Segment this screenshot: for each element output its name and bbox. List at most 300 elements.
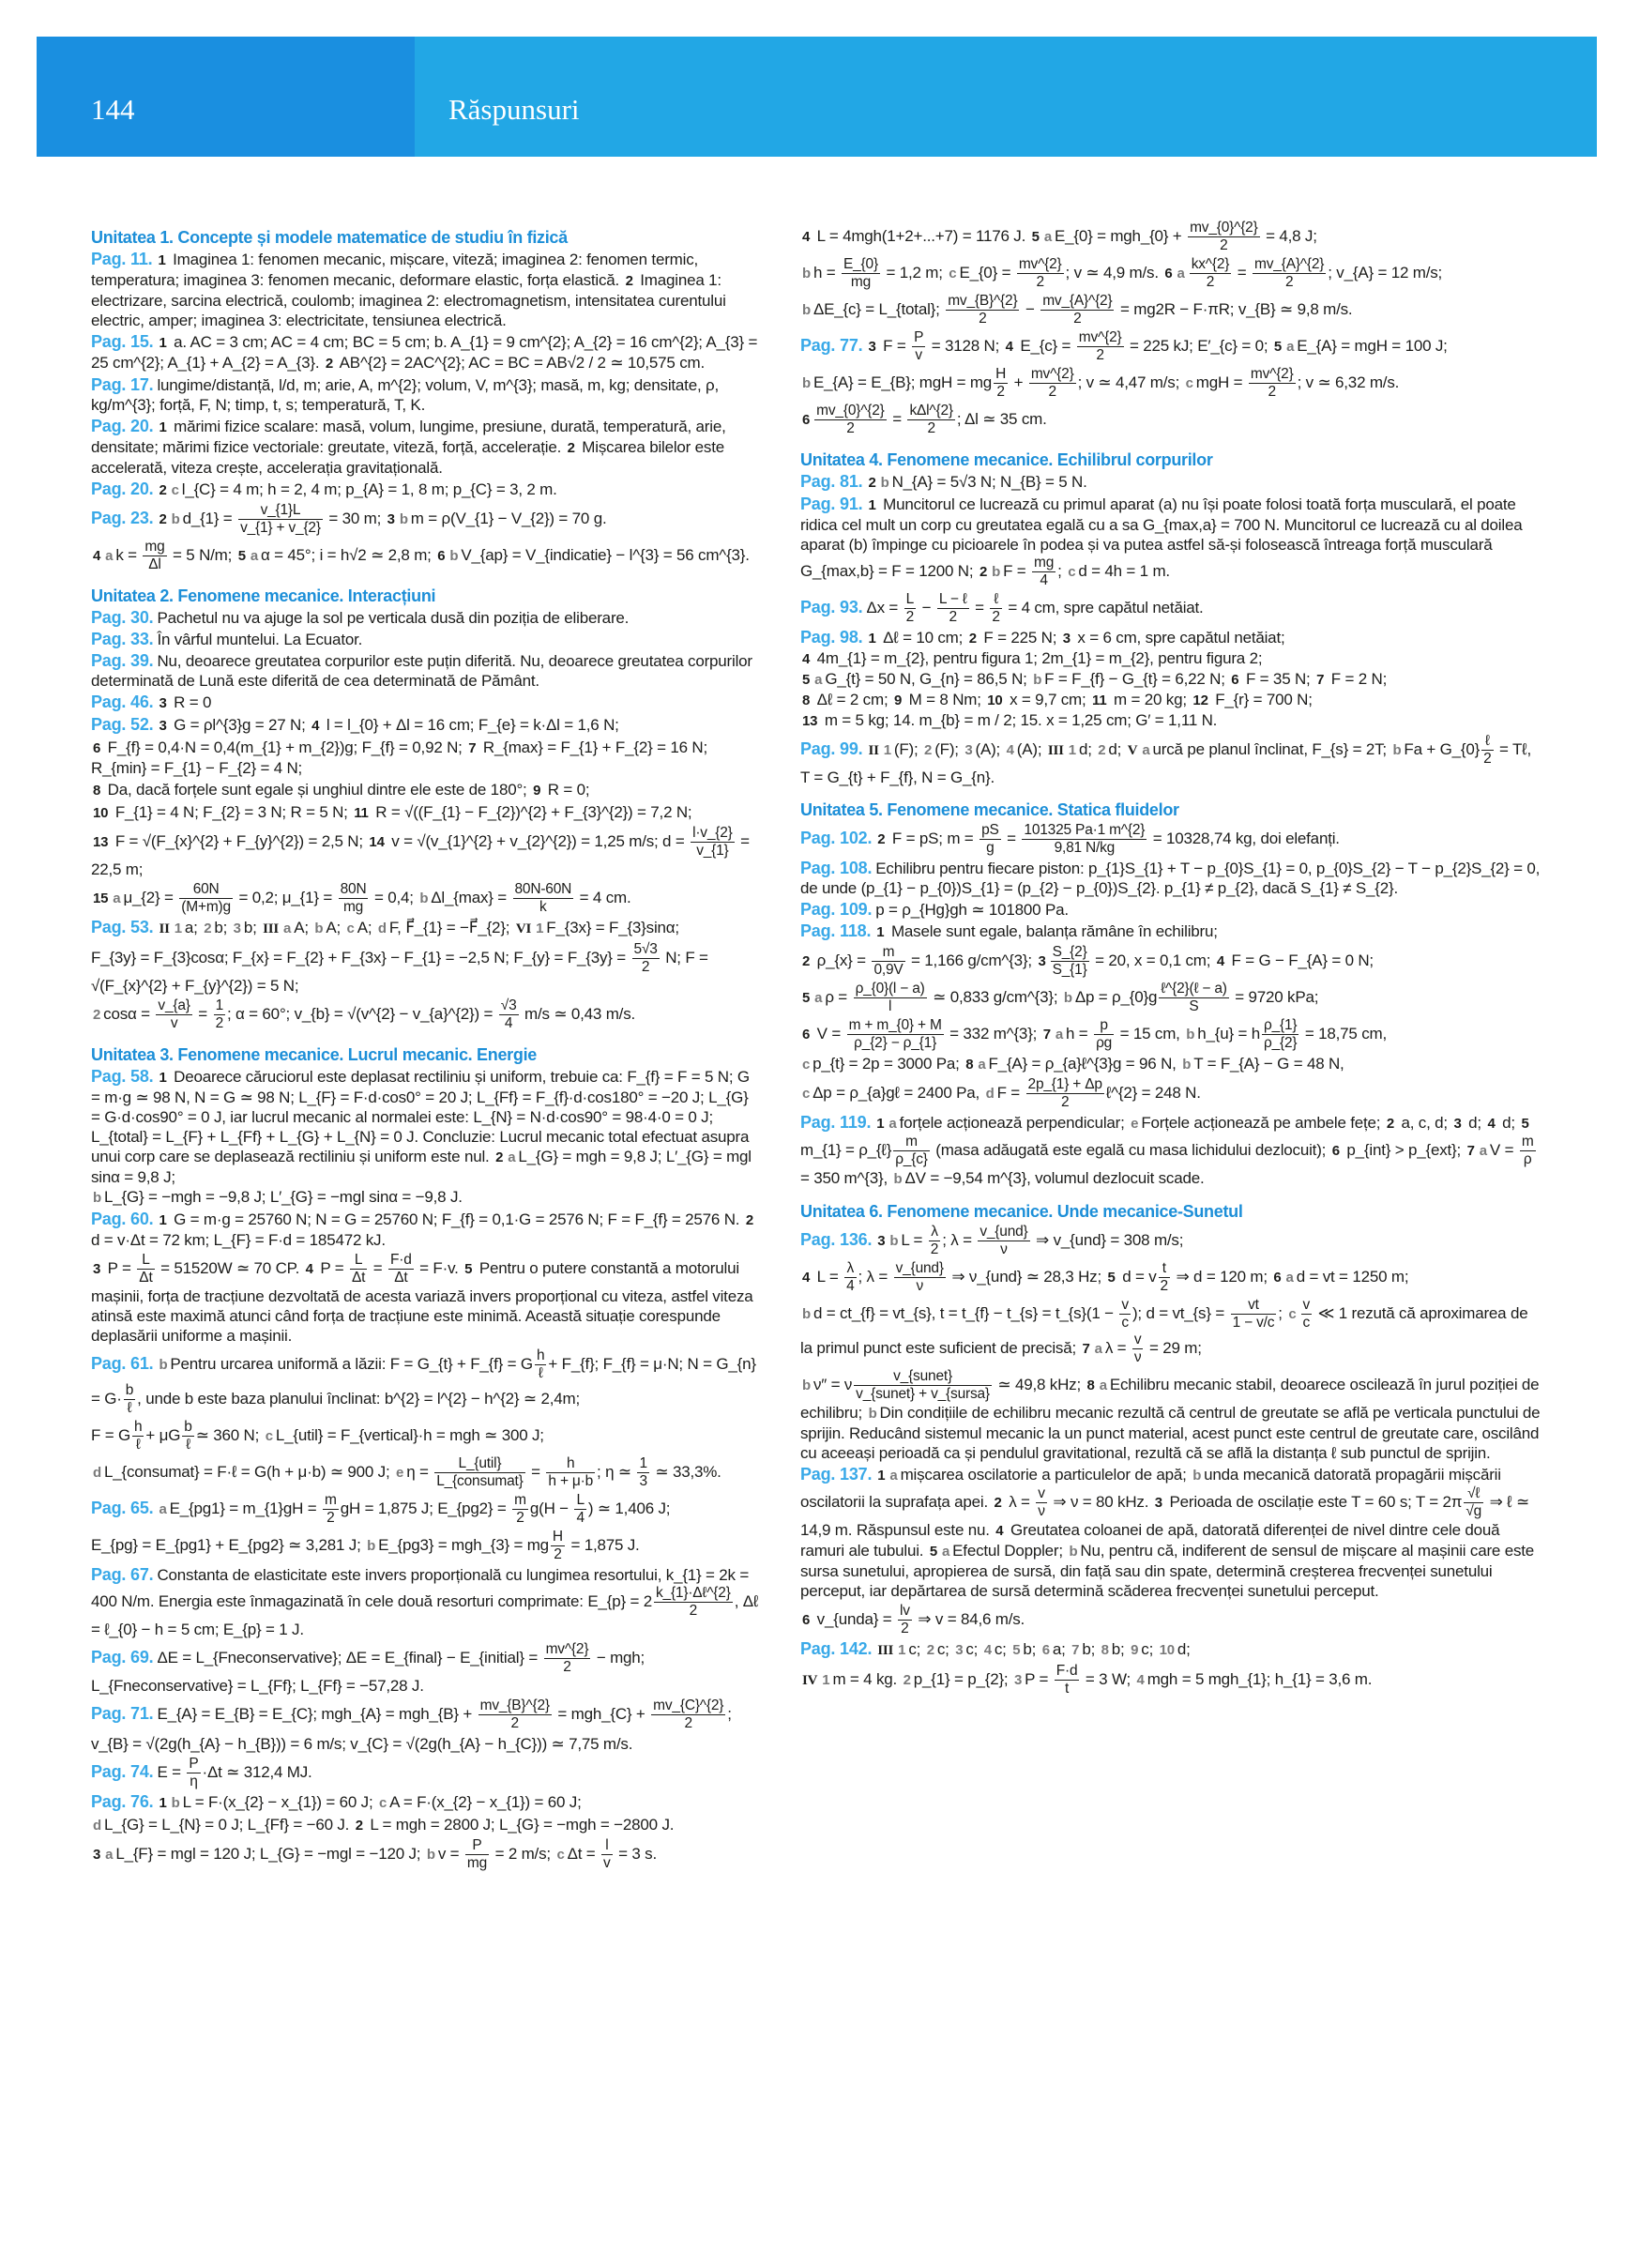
fraction-denominator: ℓ [135,1437,141,1453]
exercise-number: 4 [305,1260,313,1277]
answer-paragraph [800,591,1541,626]
answer-text: ; λ = [858,1267,892,1286]
answer-text: p_{1} = p_{2}; [913,1669,1012,1688]
answer-text: = 30 m; [324,509,386,527]
fraction-denominator: v [170,1015,178,1031]
fraction-numerator: p [1094,1017,1114,1035]
answer-text: μ_{2} = [123,888,178,906]
answer-text: ; v ≃ 6,32 m/s. [1297,373,1400,391]
page-reference: Pag. 61. [91,1353,154,1373]
answer-text: h = [812,263,840,282]
fraction-numerator: P [914,329,924,345]
fraction-denominator: 4 [1040,572,1048,588]
answer-text: F, F⃗_{1} = −F⃗_{2}; [388,919,514,936]
answer-text: V = [1489,1140,1518,1159]
answer-text: η = [406,1462,433,1481]
answer-text: = Tℓ, T = G_{t} + F_{f}, N = G_{n}. [800,739,1532,786]
subpoint-label: a [1285,1269,1294,1286]
exercise-number: 11 [1092,693,1107,708]
answer-text: Muncitorul ce lucrează cu primul aparat (a) nu își poate folosi toată forța musculară, el poate ridica cel mult un corp cu greutatea egală cu a sa G_{max,a} = 700 N. Muncitorul ce lucrează cu al doilea aparat (b) împinge cu picioarele în podea și va putea astfel să-și folosească întreaga forță musculară G_{max,b} = F = 1200 N; [800,495,1523,580]
fraction-numerator: L [905,591,915,607]
answer-paragraph [91,630,759,649]
fraction [980,822,1001,857]
fraction-numerator: pS [981,822,999,838]
exercise-number: 10 [93,805,109,821]
subpoint-label: b [93,1190,101,1206]
subpoint-label: b [1186,1026,1195,1043]
answer-text: de unde (p_{1} − p_{0})S_{1} = (p_{2} − p_{0})S_{2}. p_{1} ≠ p_{2}, dacă S_{1} ≠ S_{2}. [800,879,1399,897]
answer-text: (F); [934,739,964,758]
exercise-number: 3 [159,695,167,711]
subpoint-label: a [1142,741,1150,758]
answer-paragraph [91,1756,759,1790]
answer-text: ·Δt ≃ 312,4 MJ. [202,1762,312,1781]
fraction-numerator: m + m_{0} + M [848,1017,942,1033]
answer-text: , unde b este baza planului înclinat: b^{2} = l^{2} − h^{2} ≃ 2,4m; [137,1389,581,1408]
answer-text: L_{G} = L_{N} = 0 J; L_{Ff} = −60 J. [103,1816,354,1834]
exercise-number: 4 [802,651,811,667]
fraction [894,1260,946,1295]
exercise-number: 6 [802,411,811,428]
fraction-numerator: mv_{C}^{2} [653,1697,724,1713]
fraction [1520,1134,1536,1168]
answer-paragraph [800,921,1541,942]
answer-text: G = m·g = 25760 N; N = G = 25760 N; F_{f} = 0,1·G = 2576 N; F = F_{f} = 2576 N. [169,1210,744,1228]
answer-text: − [1021,299,1040,318]
answer-text: m = 4 kg. [832,1669,902,1688]
answer-text: mgh = 5 mgh_{1}; h_{1} = 3,6 m. [1147,1669,1373,1688]
fraction-numerator: P [189,1756,199,1772]
section-roman-numeral: III [1047,742,1064,758]
answer-paragraph [91,1734,759,1754]
exercise-number: 2 [745,1212,753,1228]
fraction-numerator: H [995,366,1007,382]
page-reference: Pag. 108. [800,859,873,877]
subpoint-label: a [978,1057,986,1073]
answer-paragraph [91,1455,759,1490]
answer-paragraph [800,1054,1541,1074]
page-reference: Pag. 17. [91,375,154,394]
answer-text: Δt = [567,1844,600,1863]
fraction-numerator: √3 [500,997,517,1013]
fraction-denominator: h + μ·b [548,1473,594,1489]
answer-text: ; [1057,561,1067,580]
fraction-numerator: m [325,1492,337,1508]
fraction-denominator: 2 [1483,751,1492,767]
fraction-numerator: L_{util} [434,1455,524,1473]
answer-text: d = 4h = 1 m. [1078,561,1170,580]
answer-text: E_{pg3} = mgh_{3} = mg [378,1535,549,1554]
fraction [651,1697,725,1732]
answer-text: 4m_{1} = m_{2}, pentru figura 1; 2m_{1} = m_{2}, pentru figura 2; [812,649,1263,667]
exercise-number: 4 [1216,952,1224,969]
fraction [323,1492,339,1527]
fraction-denominator: 2 [1284,274,1294,290]
exercise-number: 4 [1487,1116,1496,1132]
answer-text: F_{3y} = F_{3}cosα; F_{x} = F_{2} + F_{3x} − F_{1} = −2,5 N; F_{y} = F_{3y} = [91,948,630,967]
subpoint-label: b [880,475,889,491]
fraction-denominator: 2 [979,311,987,327]
answer-text: = [1002,829,1021,847]
exercise-number: 2 [994,1494,1002,1511]
exercise-number: 8 [965,1057,974,1073]
fraction-denominator: 9,81 N/kg [1054,840,1116,856]
page-reference: Pag. 60. [91,1210,154,1228]
fraction [132,1419,144,1454]
fraction-numerator: 80N-60N [514,881,572,897]
answer-text: = 29 m; [1145,1338,1202,1357]
answer-text: h = [1066,1024,1093,1043]
answer-text: (A); [975,739,1005,758]
answer-text: E_{pg} = E_{pg1} + E_{pg2} ≃ 3,281 J; [91,1535,366,1554]
answer-text: Fa + G_{0} [1404,739,1481,758]
fraction-numerator: kx^{2} [1191,256,1230,272]
subpoint-label: 1 [898,1642,906,1658]
fraction-denominator: ℓ [127,1400,132,1416]
fraction [182,1419,193,1454]
page-reference: Pag. 39. [91,651,154,670]
answer-paragraph [91,502,759,537]
answer-paragraph [91,1815,759,1835]
answer-text: G_{t} = 50 N, G_{n} = 86,5 N; [825,670,1032,688]
subpoint-label: b [889,1232,899,1249]
answer-text: Δℓ = 10 cm; [878,629,967,647]
answer-text: b; [214,919,232,936]
fraction-denominator: v_{1} + v_{2} [240,520,321,536]
answer-text: b; [1023,1640,1040,1658]
exercise-number: 3 [387,510,395,527]
page-reference: Pag. 67. [91,1565,154,1584]
answer-paragraph [800,981,1541,1015]
exercise-number: 6 [802,1611,811,1628]
fraction-denominator: ℓ [538,1365,543,1381]
answer-text: Δℓ = 2 cm; [812,691,892,708]
answer-text: Nu, deoarece greutatea corpurilor este puțin diferită. Nu, deoarece greutatea corpurilor determinată de Lună este diferită de cea determinată de Pământ. [91,652,752,690]
fraction-numerator: ρ_{1} [1263,1017,1298,1033]
answer-text: = 2 m/s; [491,1844,555,1863]
exercise-number: 11 [354,805,369,821]
subpoint-label: e [396,1464,404,1481]
fraction-denominator: 2 [1073,311,1082,327]
answer-text: F = pS; m = [888,829,979,847]
fraction-numerator: F·d [390,1252,412,1268]
page-reference: Pag. 33. [91,630,154,648]
subpoint-label: a [1043,228,1052,245]
fraction-numerator: lv [899,1603,910,1619]
exercise-number: 5 [237,547,246,564]
exercise-number: 6 [802,1026,811,1043]
subpoint-label: 8 [1101,1642,1109,1658]
exercise-number: 5 [1107,1269,1116,1286]
fraction-denominator: 2 [1160,1278,1168,1294]
fraction-denominator: 2 [563,1659,571,1675]
answer-paragraph [91,651,759,691]
fraction-denominator: v [603,1855,611,1871]
answer-text: ⇒ d = 120 m; [1171,1267,1272,1286]
subpoint-label: b [171,1795,180,1811]
answer-text: − [918,598,935,616]
answer-text: = 1,2 m; [881,263,948,282]
exercise-number: 14 [369,833,385,850]
fraction-denominator: 2 [949,609,957,625]
answer-text: E_{0} = mgh_{0} + [1054,226,1187,245]
fraction-numerator: v [1133,1332,1142,1347]
answer-text: E_{A} = mgH = 100 J; [1297,336,1448,355]
fraction [1262,1017,1298,1052]
answer-paragraph [91,1419,759,1454]
answer-text: (A); [1016,739,1046,758]
page-number-box [37,37,415,157]
answer-text: a; [1052,1640,1071,1658]
answer-text: L_{G} = −mgh = −9,8 J; L′_{G} = −mgl sinα = −9,8 J. [103,1188,463,1206]
page-reference: Pag. 99. [800,738,863,758]
fraction-numerator: m [893,1134,930,1151]
subpoint-label: b [1392,741,1402,758]
fraction-denominator: 2 [1220,237,1228,253]
subpoint-label: a [814,989,823,1006]
fraction-denominator: ρ_{2} − ρ_{1} [854,1035,937,1051]
answer-text: ΔV = −9,54 m^{3}, volumul dezlocuit scade. [904,1169,1205,1187]
subpoint-label: a [159,1500,167,1517]
answer-text: Δp = ρ_{a}gℓ = 2400 Pa, [812,1083,984,1102]
subpoint-label: b [802,265,811,282]
exercise-number: 3 [1038,952,1046,969]
exercise-number: 1 [868,497,876,513]
fraction [465,1837,489,1872]
fraction-numerator: b [184,1419,192,1435]
subpoint-label: 4 [1136,1671,1145,1688]
answer-text: d; [1464,1114,1486,1132]
fraction [513,881,574,916]
subpoint-label: c [1288,1305,1297,1322]
answer-text: F_{A} = ρ_{a}ℓ^{3}g = 96 N, [988,1055,1181,1073]
fraction-denominator: 2 [1060,1094,1070,1110]
fraction-denominator: k [539,899,547,915]
fraction [1029,366,1076,401]
answer-text: = [369,1258,387,1277]
exercise-number: 2 [325,356,334,372]
page-number: 144 [91,93,135,126]
fraction-denominator: ρ_{c} [895,1151,928,1167]
answer-text: g(H − [529,1499,573,1517]
exercise-number: 3 [868,338,876,355]
answer-paragraph [800,859,1541,898]
answer-text: b; [243,919,262,936]
subpoint-label: 9 [1131,1642,1139,1658]
fraction-denominator: 2 [905,609,915,625]
subpoint-label: a [283,921,292,936]
answer-text: v = √(v_{1}^{2} + v_{2}^{2}) = 1,25 m/s; d = [387,831,690,850]
fraction-denominator: Δt [139,1270,153,1286]
subpoint-label: c [1068,563,1076,580]
answer-text: ⇒ ν_{und} ≃ 28,3 Hz; [947,1267,1106,1286]
answer-text: b; [1111,1640,1130,1658]
answer-text: mgH = [1195,373,1247,391]
subpoint-label: 4 [983,1642,992,1658]
subpoint-label: a [942,1544,950,1560]
fraction [124,1382,135,1417]
answer-paragraph [91,1252,759,1346]
answer-paragraph [800,1224,1541,1258]
fraction [1055,1663,1080,1697]
exercise-number: 7 [1316,672,1325,688]
exercise-number: 7 [1082,1340,1090,1357]
answer-text: d; [1177,1640,1191,1658]
subpoint-label: 5 [1012,1642,1021,1658]
exercise-number: 2 [802,952,811,969]
fraction [1022,822,1147,857]
exercise-number: 4 [802,228,811,245]
fraction-numerator: mv_{0}^{2} [816,403,885,419]
page-reference: Pag. 137. [800,1465,873,1484]
page-reference: Pag. 81. [800,472,863,491]
exercise-number: 1 [868,631,876,647]
answer-text: F_{3x} = F_{3}sinα; [546,919,679,936]
fraction [574,1492,585,1527]
fraction-numerator: l [601,1837,613,1855]
answer-text: N_{A} = 5√3 N; N_{B} = 5 N. [891,473,1087,491]
page-reference: Pag. 91. [800,495,863,513]
fraction [654,1585,733,1620]
answer-text: M = 8 Nm; [904,691,986,708]
exercise-number: 10 [987,693,1003,708]
fraction-numerator: mv^{2} [545,1641,589,1657]
answer-text: ); d = vt_{s} = [1131,1303,1229,1322]
answer-text: ⇒ v_{und} = 308 m/s; [1031,1230,1184,1249]
answer-text: m = 20 kg; [1109,691,1192,708]
answer-paragraph [800,900,1541,920]
exercise-number: 6 [437,547,446,564]
fraction-numerator: 60N [179,881,233,899]
fraction-numerator: L [576,1492,585,1508]
answer-paragraph [91,1067,759,1208]
answer-text: E_{A} = E_{B} = E_{C}; mgh_{A} = mgh_{B} + [157,1704,477,1723]
fraction [1051,944,1089,979]
exercise-number: 7 [1466,1142,1475,1159]
exercise-number: 3 [93,1846,101,1863]
subpoint-label: b [367,1537,376,1554]
answer-text: , Δℓ = ℓ_{0} − h = 5 cm; E_{p} = 1 J. [91,1591,759,1638]
answer-paragraph [91,539,759,573]
subpoint-label: a [508,1149,516,1165]
answer-text: d; [1497,1114,1520,1132]
answer-text: Δx = [866,598,903,616]
answer-paragraph [800,733,1541,787]
answer-text: gH = 1,875 J; E_{pg2} = [340,1499,511,1517]
answer-text: P = [1025,1669,1053,1688]
exercise-number: 3 [1154,1494,1162,1511]
fraction-numerator: P [465,1837,489,1855]
subpoint-label: 2 [903,1671,911,1688]
exercise-number: 2 [567,440,575,456]
answer-text: E_{0} = [959,263,1015,282]
answer-paragraph [91,1492,759,1527]
fraction [1190,256,1232,291]
fraction-numerator: F·d [1055,1663,1078,1679]
answer-text: = [888,409,906,428]
fraction-denominator: 2 [996,384,1005,400]
answer-text: c; [965,1640,982,1658]
fraction-numerator: m [514,1492,526,1508]
subpoint-label: 3 [955,1642,964,1658]
fraction-denominator: v [915,347,922,363]
exercise-number: 5 [1521,1116,1529,1132]
exercise-number: 3 [1062,631,1071,647]
fraction-denominator: ρ [1523,1151,1532,1167]
exercise-number: 5 [1273,338,1283,355]
fraction-denominator: t [1065,1681,1070,1697]
answer-text: d = v·Δt = 72 km; L_{F} = F·d = 185472 kJ. [91,1231,386,1249]
page-reference: Pag. 119. [800,1113,872,1132]
exercise-number: 7 [468,740,477,756]
fraction [187,1756,200,1790]
answer-text: + [1010,373,1027,391]
answer-text: N; F = √(F_{x}^{2} + F_{y}^{2}) = 5 N; [91,948,708,995]
fraction-numerator: v_{1}L [238,502,323,520]
fraction [1159,1260,1170,1295]
fraction-numerator: v [1302,1297,1311,1313]
fraction-denominator: 2 [1048,384,1056,400]
exercise-number: 3 [1453,1116,1462,1132]
page-reference: Pag. 118. [800,921,872,940]
answer-paragraph [800,293,1541,327]
subpoint-label: b [1063,989,1072,1006]
fraction-denominator: ν [1000,1241,1008,1257]
fraction-denominator: 2 [215,1015,223,1031]
fraction-denominator: Δt [394,1270,408,1286]
answer-text: lungime/distanță, l/d, m; arie, A, m^{2}; volum, V, m^{3}; masă, m, kg; densitate, ρ, kg/m^{3}; forță, F, N; timp, t, s; temperatură, T, K. [91,376,719,414]
fraction [339,881,369,916]
answer-text: G = ρl^{3}g = 27 N; [169,716,311,734]
fraction [1026,1076,1104,1111]
fraction-numerator: E_{0} [843,256,878,272]
subpoint-label: b [868,1406,877,1422]
fraction-denominator: 2 [992,609,1000,625]
answer-text: h_{u} = h [1197,1024,1260,1043]
subpoint-label: b [419,890,429,906]
exercise-number: 3 [93,1260,101,1277]
exercise-number: 1 [159,419,167,435]
answer-text: ⇒ v = 84,6 m/s. [913,1609,1025,1628]
answer-text: E_{A} = E_{B}; mgH = mg [812,373,993,391]
answer-text: F = F_{f} − G_{t} = 6,22 N; [1044,670,1230,688]
answer-text: F = 225 N; [979,629,1061,647]
subpoint-label: d [93,1464,101,1481]
unit-heading: Unitatea 5. Fenomene mecanice. Statica fluidelor [800,800,1179,819]
fraction-numerator: l·v_{2} [692,825,733,841]
answer-paragraph [800,220,1541,254]
fraction-numerator: 1 [639,1455,647,1471]
answer-text: Forțele acționează pe ambele fețe; [1141,1114,1385,1132]
answer-paragraph [800,1465,1541,1601]
unit-heading: Unitatea 6. Fenomene mecanice. Unde mecanice-Sunetul [800,1202,1243,1221]
section-roman-numeral: VI [515,921,532,936]
fraction [990,591,1001,626]
fraction-numerator: L − ℓ [938,591,967,607]
answer-text: a, c, d; [1396,1114,1452,1132]
fraction-denominator: c [1121,1315,1129,1331]
answer-text: ρ_{x} = [812,951,871,969]
fraction-denominator: 2 [554,1546,562,1562]
answer-text: + μG [145,1425,181,1444]
fraction-numerator: h [536,1347,545,1363]
subpoint-label: b [171,510,180,527]
answer-text: = 1,875 J. [566,1535,640,1554]
fraction-denominator: S [1189,998,1199,1014]
subpoint-label: b [1069,1544,1078,1560]
subpoint-label: 10 [1159,1642,1175,1658]
fraction-numerator: v [1038,1485,1045,1501]
